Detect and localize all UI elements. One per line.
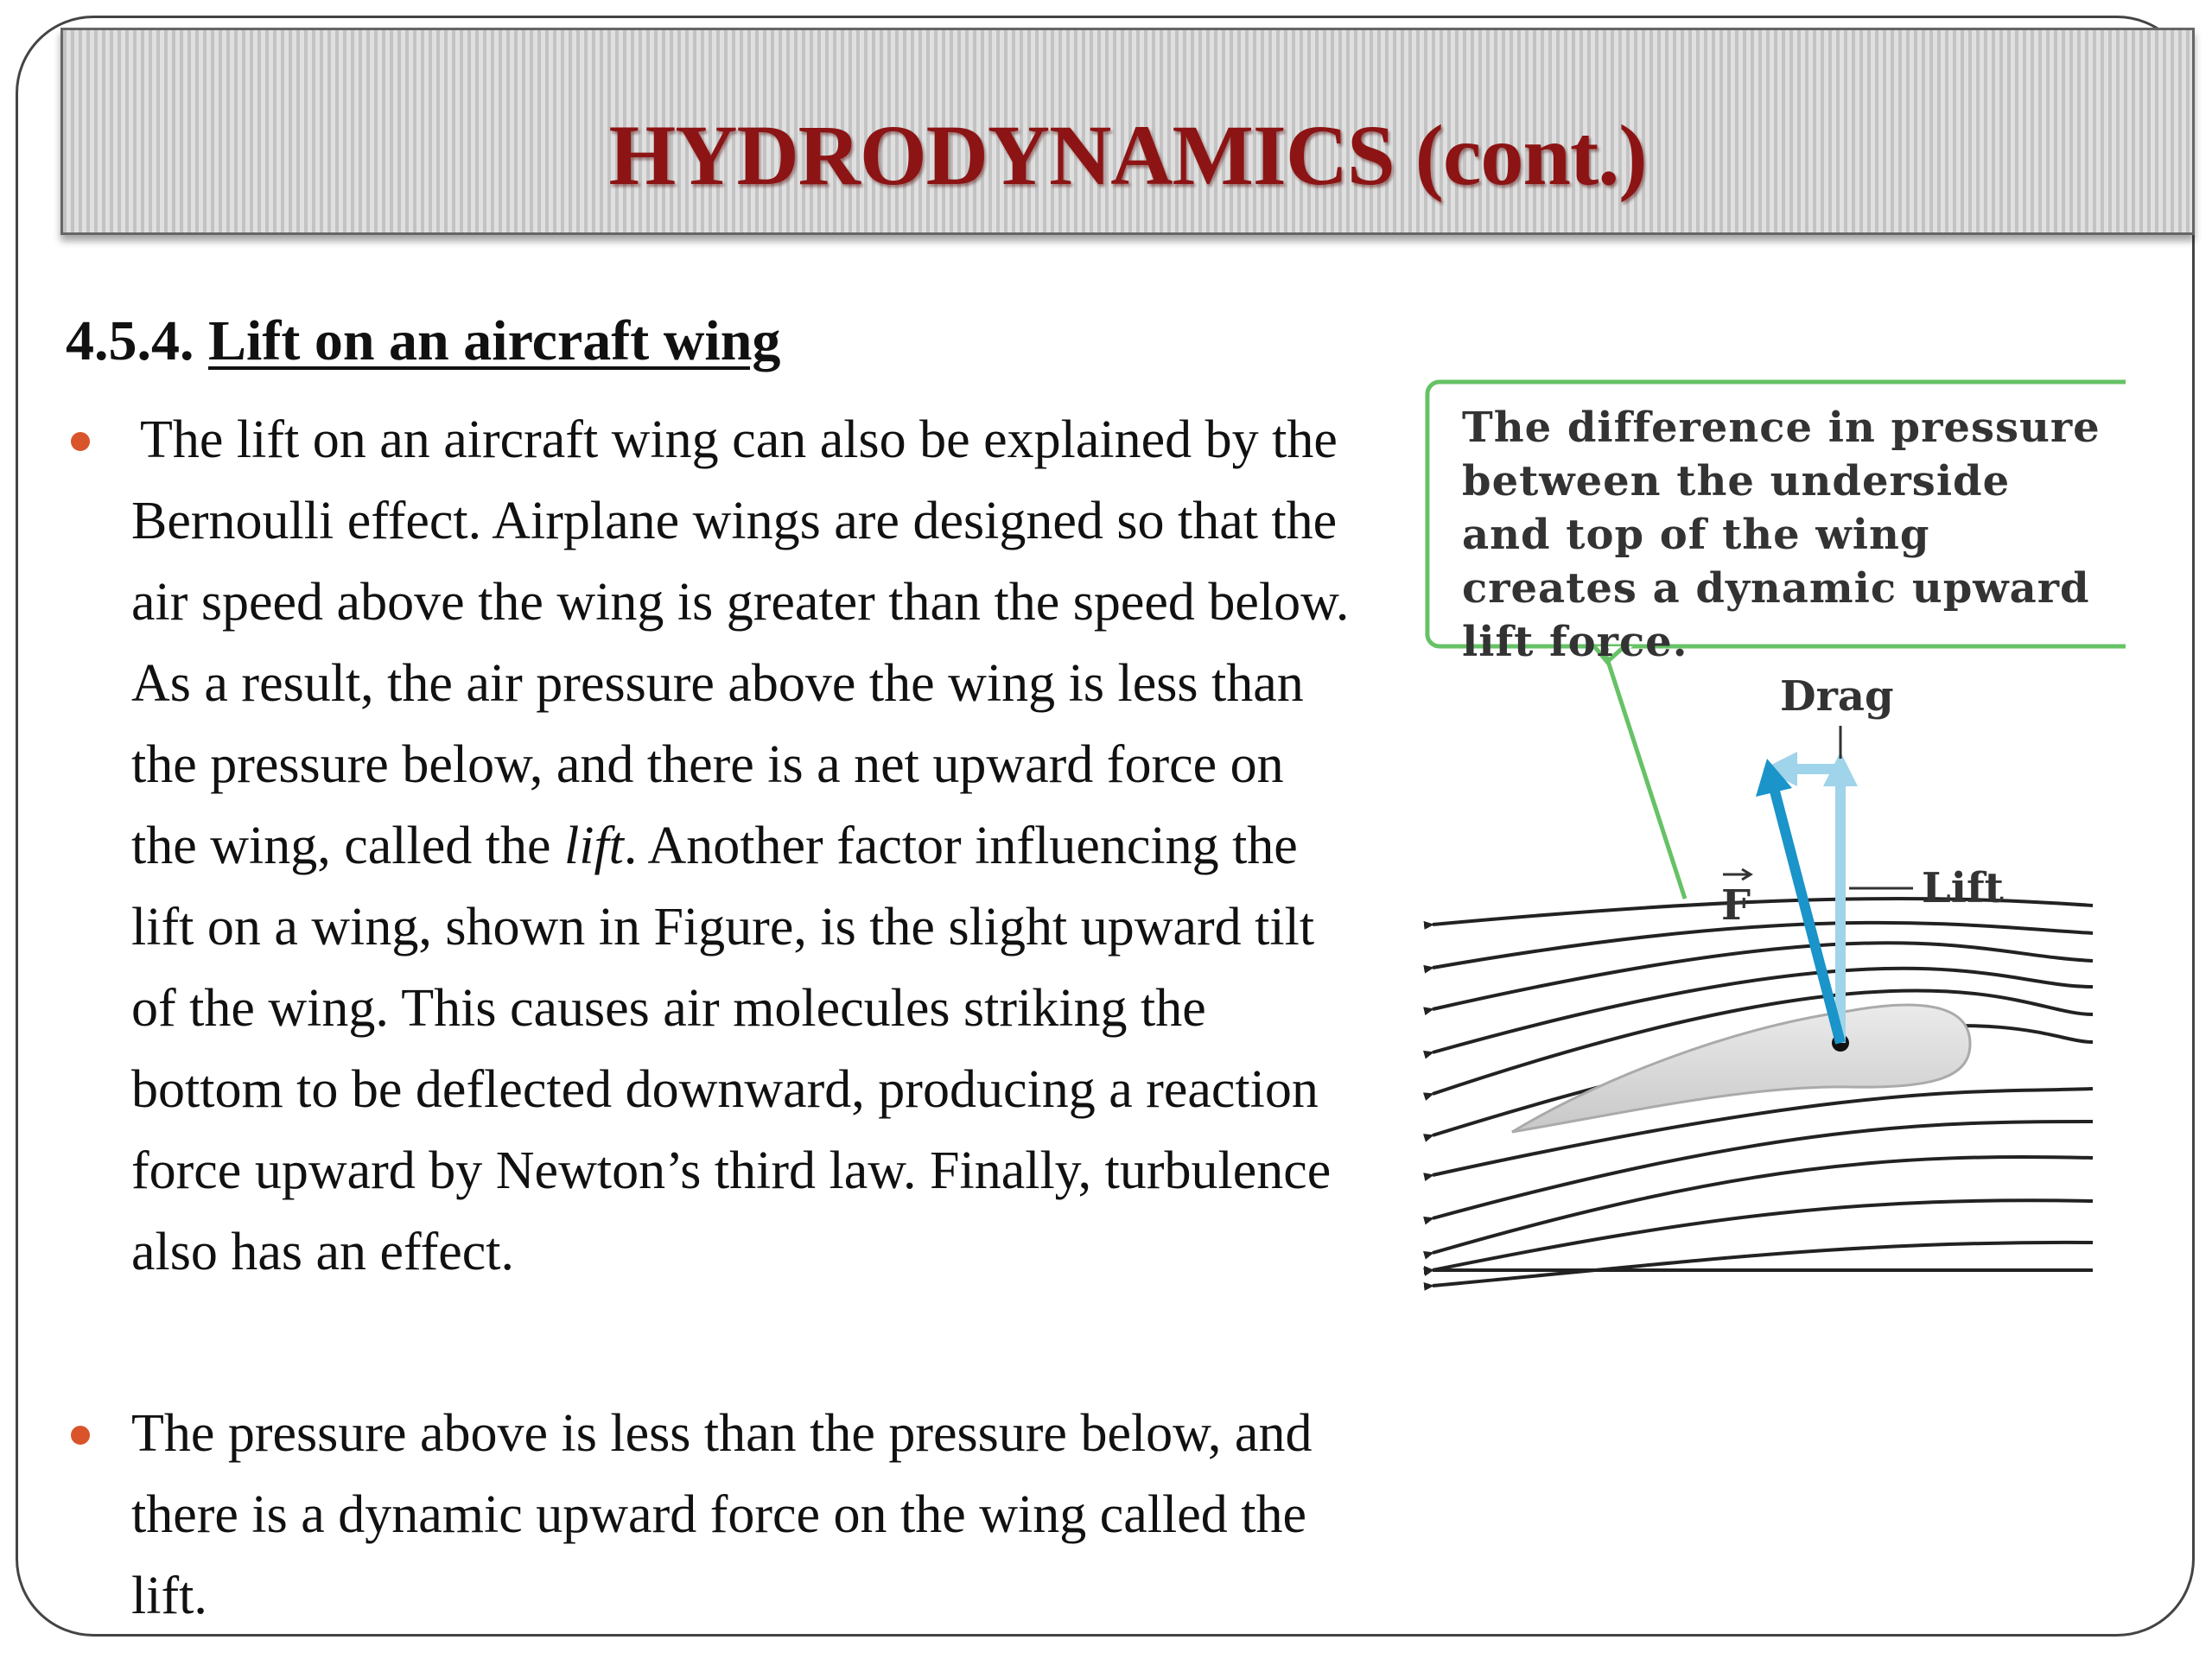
- drag-label: Drag: [1780, 672, 1894, 721]
- section-number: 4.5.4.: [66, 309, 194, 372]
- force-vector-arrow-icon: [1723, 869, 1751, 880]
- force-label: F: [1721, 881, 1751, 930]
- bullet-paragraph-1: [131, 399, 1358, 1293]
- callout-pointer-line: [1605, 648, 1685, 899]
- bullet-dot: [71, 432, 90, 451]
- bullet-paragraph-2: The pressure above is less than the pressure below, and there is a dynamic upward force on the wing called the lift.: [131, 1404, 1313, 1625]
- bullet-1-text-end: . Another factor influencing the lift on a wing, shown in Figure, is the slight upward tilt of the wing. This causes air molecules striking the bottom to be deflected downward, producing a reaction force upward by Newton’s third law. Finally, turbulence also has an effect.: [131, 817, 1332, 1281]
- figure-callout-text: The difference in pressure between the underside and top of the wing creates a dynamic upward lift force.: [1462, 404, 2101, 666]
- section-heading: [66, 302, 780, 380]
- slide-title: HYDRODYNAMICS (cont.): [608, 107, 1647, 203]
- force-arrow: [1773, 785, 1840, 1043]
- lift-label: Lift: [1922, 864, 2004, 912]
- bullet-1-text-start: The lift on an aircraft wing can also be explained by the Bernoulli effect. Airplane wings are designed so that the air speed above the wing is greater than the speed below. As a result, the air pressure above the wing is less than the pressure below, and there is a net upward force on the wing, called the: [131, 410, 1350, 875]
- bullet-dot: [71, 1426, 90, 1445]
- wing-airfoil: [1512, 1005, 1970, 1132]
- section-title: Lift on an aircraft wing: [208, 309, 781, 372]
- bullet-1-italic-term: lift: [564, 817, 624, 875]
